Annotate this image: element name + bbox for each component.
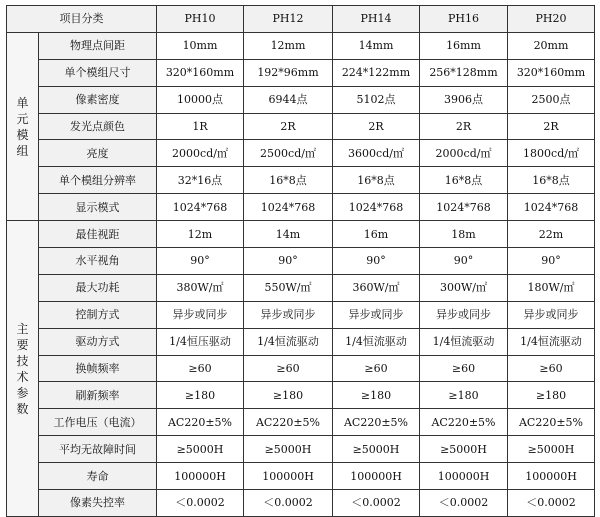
value-cell: 300W/㎡ bbox=[420, 274, 508, 301]
value-cell: 1/4恒压驱动 bbox=[157, 328, 244, 355]
value-cell: 异步或同步 bbox=[420, 301, 508, 328]
value-cell: 380W/㎡ bbox=[157, 274, 244, 301]
value-cell: 6944点 bbox=[244, 86, 333, 113]
value-cell: 550W/㎡ bbox=[244, 274, 333, 301]
value-cell: 14m bbox=[244, 221, 333, 248]
value-cell: 2R bbox=[508, 113, 595, 140]
table-row bbox=[7, 194, 595, 221]
value-cell: 90° bbox=[157, 248, 244, 275]
row-label: 最佳视距 bbox=[39, 221, 157, 248]
value-cell: AC220±5% bbox=[420, 409, 508, 436]
table-row bbox=[7, 86, 595, 113]
value-cell: 14mm bbox=[333, 32, 420, 59]
header-row bbox=[7, 6, 595, 33]
value-cell: 16mm bbox=[420, 32, 508, 59]
value-cell: 异步或同步 bbox=[157, 301, 244, 328]
value-cell: 224*122mm bbox=[333, 59, 420, 86]
value-cell: ≥5000H bbox=[333, 436, 420, 463]
value-cell: 32*16点 bbox=[157, 167, 244, 194]
group-label-text: 单元模组 bbox=[16, 95, 29, 158]
value-cell: ≥180 bbox=[508, 382, 595, 409]
value-cell: 异步或同步 bbox=[333, 301, 420, 328]
table-row bbox=[7, 32, 595, 59]
value-cell: 180W/㎡ bbox=[508, 274, 595, 301]
value-cell: ≥5000H bbox=[420, 436, 508, 463]
value-cell: 100000H bbox=[333, 463, 420, 490]
value-cell: ≥60 bbox=[508, 355, 595, 382]
table-row bbox=[7, 274, 595, 301]
value-cell: 异步或同步 bbox=[508, 301, 595, 328]
table-row bbox=[7, 221, 595, 248]
table-row bbox=[7, 328, 595, 355]
row-label: 发光点颜色 bbox=[39, 113, 157, 140]
value-cell: 3600cd/㎡ bbox=[333, 140, 420, 167]
value-cell: AC220±5% bbox=[333, 409, 420, 436]
value-cell: 1/4恒流驱动 bbox=[244, 328, 333, 355]
row-label: 单个模组尺寸 bbox=[39, 59, 157, 86]
value-cell: 90° bbox=[508, 248, 595, 275]
value-cell: 192*96mm bbox=[244, 59, 333, 86]
value-cell: 20mm bbox=[508, 32, 595, 59]
row-label: 最大功耗 bbox=[39, 274, 157, 301]
value-cell: 18m bbox=[420, 221, 508, 248]
table-row bbox=[7, 140, 595, 167]
table-row bbox=[7, 167, 595, 194]
row-label: 显示模式 bbox=[39, 194, 157, 221]
value-cell: ≥180 bbox=[157, 382, 244, 409]
value-cell: 16*8点 bbox=[244, 167, 333, 194]
value-cell: 360W/㎡ bbox=[333, 274, 420, 301]
value-cell: AC220±5% bbox=[157, 409, 244, 436]
row-label: 驱动方式 bbox=[39, 328, 157, 355]
value-cell: 2000cd/㎡ bbox=[420, 140, 508, 167]
row-label: 刷新频率 bbox=[39, 382, 157, 409]
value-cell: 16*8点 bbox=[508, 167, 595, 194]
value-cell: 2500cd/㎡ bbox=[244, 140, 333, 167]
value-cell: ＜0.0002 bbox=[508, 490, 595, 517]
row-label: 寿命 bbox=[39, 463, 157, 490]
header-model: PH14 bbox=[333, 6, 420, 33]
value-cell: ＜0.0002 bbox=[420, 490, 508, 517]
value-cell: 320*160mm bbox=[508, 59, 595, 86]
value-cell: 1024*768 bbox=[157, 194, 244, 221]
table-row bbox=[7, 409, 595, 436]
table-row bbox=[7, 248, 595, 275]
group-label bbox=[7, 221, 39, 517]
value-cell: 1024*768 bbox=[333, 194, 420, 221]
value-cell: 1/4恒流驱动 bbox=[333, 328, 420, 355]
header-model: PH20 bbox=[508, 6, 595, 33]
value-cell: ≥5000H bbox=[508, 436, 595, 463]
value-cell: 2R bbox=[420, 113, 508, 140]
value-cell: 1/4恒流驱动 bbox=[508, 328, 595, 355]
value-cell: ≥60 bbox=[244, 355, 333, 382]
value-cell: 1024*768 bbox=[420, 194, 508, 221]
value-cell: 16*8点 bbox=[420, 167, 508, 194]
value-cell: ＜0.0002 bbox=[244, 490, 333, 517]
value-cell: 异步或同步 bbox=[244, 301, 333, 328]
value-cell: 5102点 bbox=[333, 86, 420, 113]
value-cell: 90° bbox=[420, 248, 508, 275]
group-label-text: 主要技术参数 bbox=[16, 321, 29, 416]
value-cell: 12mm bbox=[244, 32, 333, 59]
spec-table bbox=[6, 5, 595, 517]
table-row bbox=[7, 463, 595, 490]
row-label: 工作电压（电流） bbox=[39, 409, 157, 436]
value-cell: ≥5000H bbox=[244, 436, 333, 463]
value-cell: 90° bbox=[244, 248, 333, 275]
row-label: 亮度 bbox=[39, 140, 157, 167]
table-row bbox=[7, 355, 595, 382]
table-row bbox=[7, 436, 595, 463]
value-cell: 3906点 bbox=[420, 86, 508, 113]
value-cell: 1/4恒流驱动 bbox=[420, 328, 508, 355]
row-label: 物理点间距 bbox=[39, 32, 157, 59]
value-cell: 100000H bbox=[420, 463, 508, 490]
value-cell: ≥5000H bbox=[157, 436, 244, 463]
value-cell: 16*8点 bbox=[333, 167, 420, 194]
value-cell: 100000H bbox=[157, 463, 244, 490]
row-label: 换帧频率 bbox=[39, 355, 157, 382]
value-cell: 256*128mm bbox=[420, 59, 508, 86]
value-cell: ≥60 bbox=[157, 355, 244, 382]
value-cell: 12m bbox=[157, 221, 244, 248]
value-cell: AC220±5% bbox=[244, 409, 333, 436]
value-cell: 2R bbox=[244, 113, 333, 140]
value-cell: 2000cd/㎡ bbox=[157, 140, 244, 167]
row-label: 像素失控率 bbox=[39, 490, 157, 517]
value-cell: 100000H bbox=[508, 463, 595, 490]
value-cell: ≥60 bbox=[420, 355, 508, 382]
value-cell: ≥60 bbox=[333, 355, 420, 382]
value-cell: AC220±5% bbox=[508, 409, 595, 436]
value-cell: 22m bbox=[508, 221, 595, 248]
value-cell: ≥180 bbox=[420, 382, 508, 409]
row-label: 控制方式 bbox=[39, 301, 157, 328]
value-cell: ≥180 bbox=[333, 382, 420, 409]
header-model: PH16 bbox=[420, 6, 508, 33]
value-cell: 10mm bbox=[157, 32, 244, 59]
header-title: 项目分类 bbox=[7, 6, 157, 33]
value-cell: 90° bbox=[333, 248, 420, 275]
value-cell: ＜0.0002 bbox=[333, 490, 420, 517]
value-cell: 16m bbox=[333, 221, 420, 248]
spec-table-body bbox=[7, 6, 595, 517]
row-label: 单个模组分辨率 bbox=[39, 167, 157, 194]
row-label: 平均无故障时间 bbox=[39, 436, 157, 463]
value-cell: 100000H bbox=[244, 463, 333, 490]
value-cell: 1024*768 bbox=[508, 194, 595, 221]
header-model: PH12 bbox=[244, 6, 333, 33]
value-cell: 1024*768 bbox=[244, 194, 333, 221]
table-row bbox=[7, 59, 595, 86]
value-cell: ＜0.0002 bbox=[157, 490, 244, 517]
value-cell: 1800cd/㎡ bbox=[508, 140, 595, 167]
value-cell: 320*160mm bbox=[157, 59, 244, 86]
value-cell: 10000点 bbox=[157, 86, 244, 113]
value-cell: 1R bbox=[157, 113, 244, 140]
value-cell: 2500点 bbox=[508, 86, 595, 113]
value-cell: ≥180 bbox=[244, 382, 333, 409]
table-row bbox=[7, 382, 595, 409]
header-model: PH10 bbox=[157, 6, 244, 33]
table-row bbox=[7, 301, 595, 328]
group-label bbox=[7, 32, 39, 220]
row-label: 像素密度 bbox=[39, 86, 157, 113]
table-row bbox=[7, 113, 595, 140]
row-label: 水平视角 bbox=[39, 248, 157, 275]
value-cell: 2R bbox=[333, 113, 420, 140]
